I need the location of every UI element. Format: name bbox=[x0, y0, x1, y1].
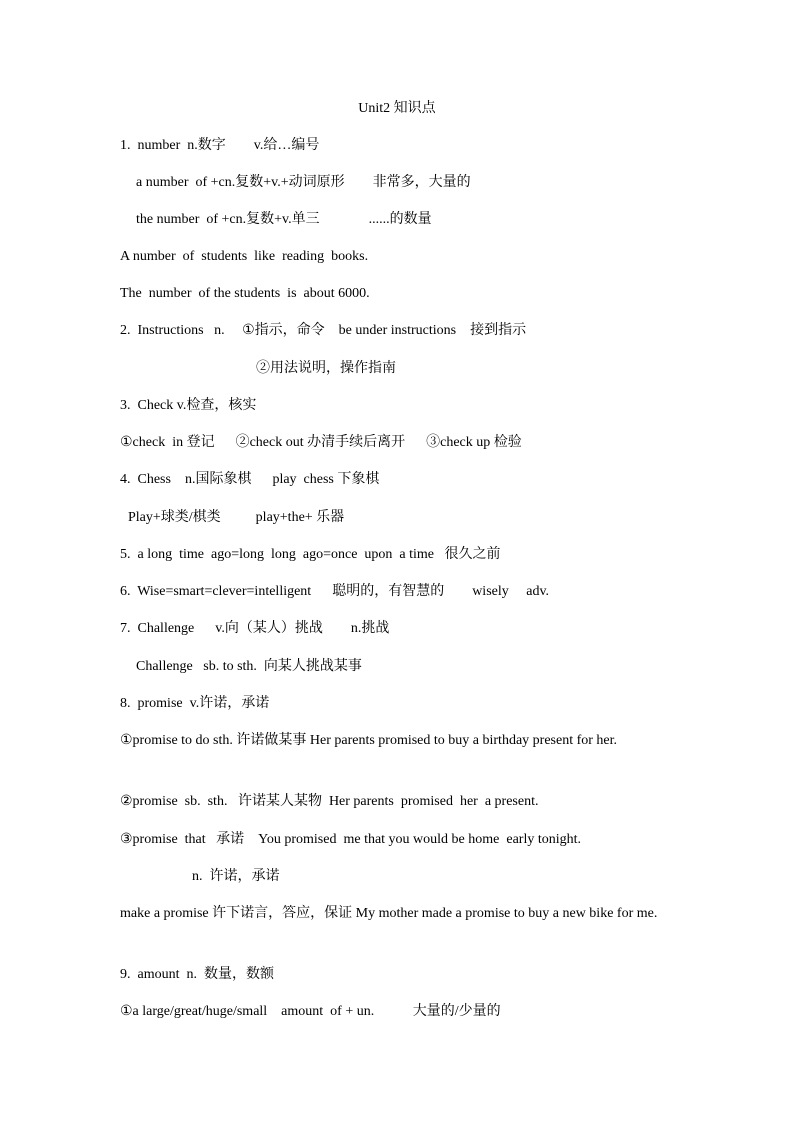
text-line: 9. amount n. 数量，数额 bbox=[120, 967, 274, 982]
text-line: ②promise sb. sth. 许诺某人某物 Her parents promised her a present. bbox=[120, 794, 539, 809]
text-line: 3. Check v.检查，核实 bbox=[120, 398, 257, 413]
text-line: 1. number n.数字 v.给…编号 bbox=[120, 138, 320, 153]
text-line: Play+球类/棋类 play+the+ 乐器 bbox=[128, 510, 345, 525]
text-line: ②用法说明，操作指南 bbox=[256, 361, 396, 376]
text-line: ①check in 登记 ②check out 办清手续后离开 ③check up 检验 bbox=[120, 435, 522, 450]
text-line: the number of +cn.复数+v.单三 ......的数量 bbox=[136, 212, 432, 227]
text-line: 2. Instructions n. ①指示，命令 be under instructions 接到指示 bbox=[120, 323, 527, 338]
text-line: Challenge sb. to sth. 向某人挑战某事 bbox=[136, 659, 362, 674]
text-line: 6. Wise=smart=clever=intelligent 聪明的，有智慧的 wisely adv. bbox=[120, 584, 550, 599]
text-line: A number of students like reading books. bbox=[120, 249, 369, 264]
text-line: 4. Chess n.国际象棋 play chess 下象棋 bbox=[120, 472, 380, 487]
text-line: ③promise that 承诺 You promised me that you would be home early tonight. bbox=[120, 832, 582, 847]
text-line: n. 许诺，承诺 bbox=[192, 869, 280, 884]
text-line: a number of +cn.复数+v.+动词原形 非常多，大量的 bbox=[136, 175, 471, 190]
text-line: 7. Challenge v.向（某人）挑战 n.挑战 bbox=[120, 621, 390, 636]
text-line: ①a large/great/huge/small amount of + un. 大量的/少量的 bbox=[120, 1004, 501, 1019]
text-line: The number of the students is about 6000. bbox=[120, 286, 370, 301]
page-title: Unit2 知识点 bbox=[358, 101, 436, 116]
text-paragraph: ①promise to do sth. 许诺做某事 Her parents promised to buy a birthday present for her. bbox=[120, 733, 618, 748]
text-paragraph: make a promise 许下诺言，答应，保证 My mother made a promise to buy a new bike for me. bbox=[120, 906, 658, 921]
text-line: 5. a long time ago=long long ago=once upon a time 很久之前 bbox=[120, 547, 501, 562]
text-line: 8. promise v.许诺，承诺 bbox=[120, 696, 270, 711]
